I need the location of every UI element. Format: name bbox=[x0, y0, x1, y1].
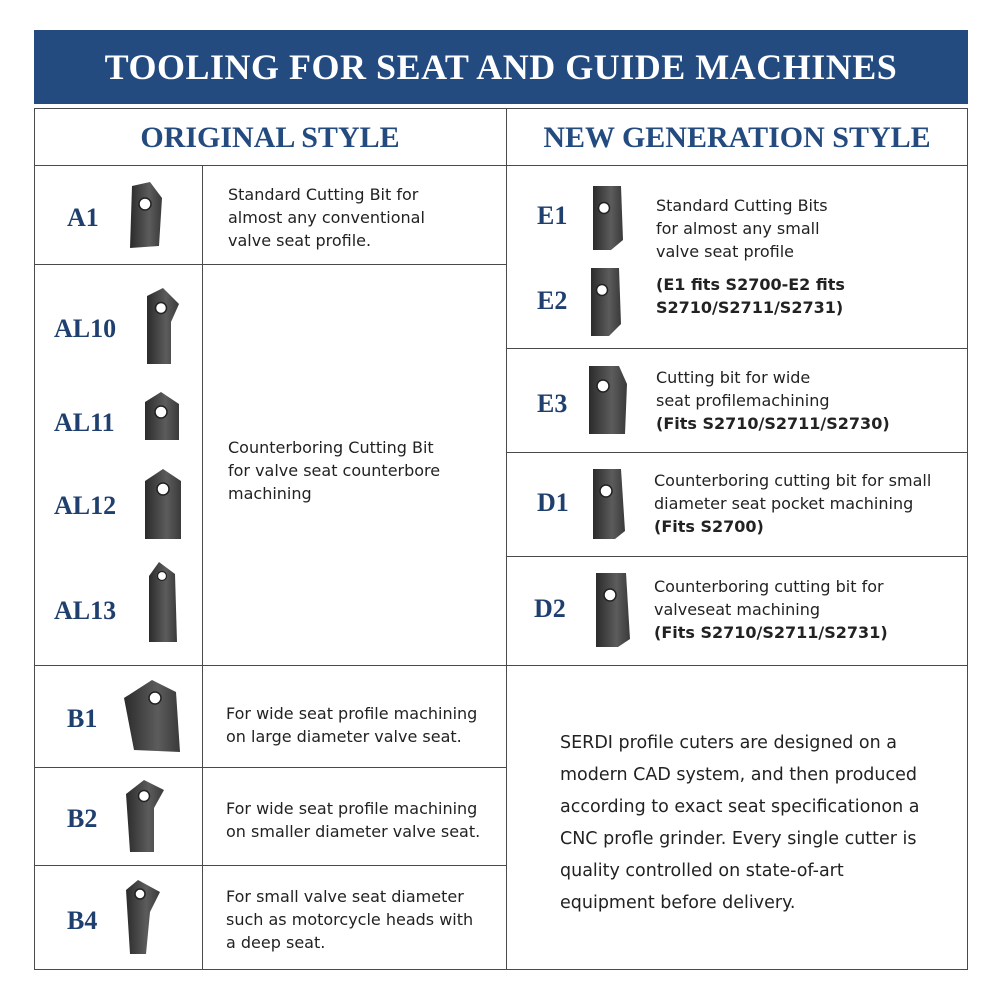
cutting-bit-e2-icon bbox=[587, 266, 625, 338]
desc-e1e2: Standard Cutting Bits for almost any small valve seat profile bbox=[656, 196, 828, 261]
cutting-bit-b2-icon bbox=[124, 778, 170, 856]
cutting-bit-d2-icon bbox=[592, 571, 634, 649]
code-d1: D1 bbox=[537, 488, 569, 517]
cutting-bit-al12-icon bbox=[141, 467, 185, 543]
code-al13: AL13 bbox=[54, 596, 117, 625]
desc-b1: For wide seat profile machining on large diameter valve seat. bbox=[226, 704, 478, 746]
page-title: TOOLING FOR SEAT AND GUIDE MACHINES bbox=[104, 47, 898, 87]
code-b1: B1 bbox=[67, 704, 98, 733]
code-d2: D2 bbox=[534, 594, 566, 623]
title-banner bbox=[34, 30, 968, 104]
code-al10: AL10 bbox=[54, 314, 117, 343]
cutting-bit-b4-icon bbox=[124, 878, 166, 958]
cutting-bit-al11-icon bbox=[141, 390, 183, 444]
desc-e3: Cutting bit for wide seat profilemachining (Fits S2710/S2711/S2730) bbox=[656, 368, 890, 433]
cutting-bit-al13-icon bbox=[145, 560, 181, 646]
serdi-info-paragraph: SERDI profile cuters are designed on a modern CAD system, and then produced according to exact seat specificationon a CNC profle grinder. Every single cutter is quality controlled on state-of-art equipment before delivery. bbox=[560, 733, 920, 913]
desc-d2: Counterboring cutting bit for valveseat machining (Fits S2710/S2711/S2731) bbox=[654, 577, 888, 642]
cutting-bit-d1-icon bbox=[589, 467, 629, 541]
cutting-bit-a1-icon bbox=[126, 180, 166, 252]
cutting-bit-al10-icon bbox=[143, 286, 183, 368]
desc-a1: Standard Cutting Bit for almost any conventional valve seat profile. bbox=[228, 185, 425, 250]
desc-b4: For small valve seat diameter such as motorcycle heads with a deep seat. bbox=[226, 887, 474, 952]
cutting-bit-e1-icon bbox=[589, 184, 627, 252]
code-al12: AL12 bbox=[54, 491, 117, 520]
cutting-bit-e3-icon bbox=[585, 364, 631, 438]
code-b2: B2 bbox=[67, 804, 98, 833]
desc-b2: For wide seat profile machining on smaller diameter valve seat. bbox=[226, 799, 481, 841]
desc-d1: Counterboring cutting bit for small diameter seat pocket machining (Fits S2700) bbox=[654, 471, 932, 536]
code-e1: E1 bbox=[537, 201, 568, 230]
code-a1: A1 bbox=[67, 203, 99, 232]
code-b4: B4 bbox=[67, 906, 98, 935]
original-style-heading: ORIGINAL STYLE bbox=[140, 120, 400, 154]
code-al11: AL11 bbox=[54, 408, 115, 437]
fits-e1e2: (E1 fits S2700-E2 fits S2710/S2711/S2731) bbox=[656, 275, 845, 317]
cutting-bit-b1-icon bbox=[122, 678, 184, 756]
code-e3: E3 bbox=[537, 389, 568, 418]
desc-al: Counterboring Cutting Bit for valve seat counterbore machining bbox=[228, 438, 441, 503]
code-e2: E2 bbox=[537, 286, 568, 315]
new-generation-style-heading: NEW GENERATION STYLE bbox=[543, 120, 931, 154]
